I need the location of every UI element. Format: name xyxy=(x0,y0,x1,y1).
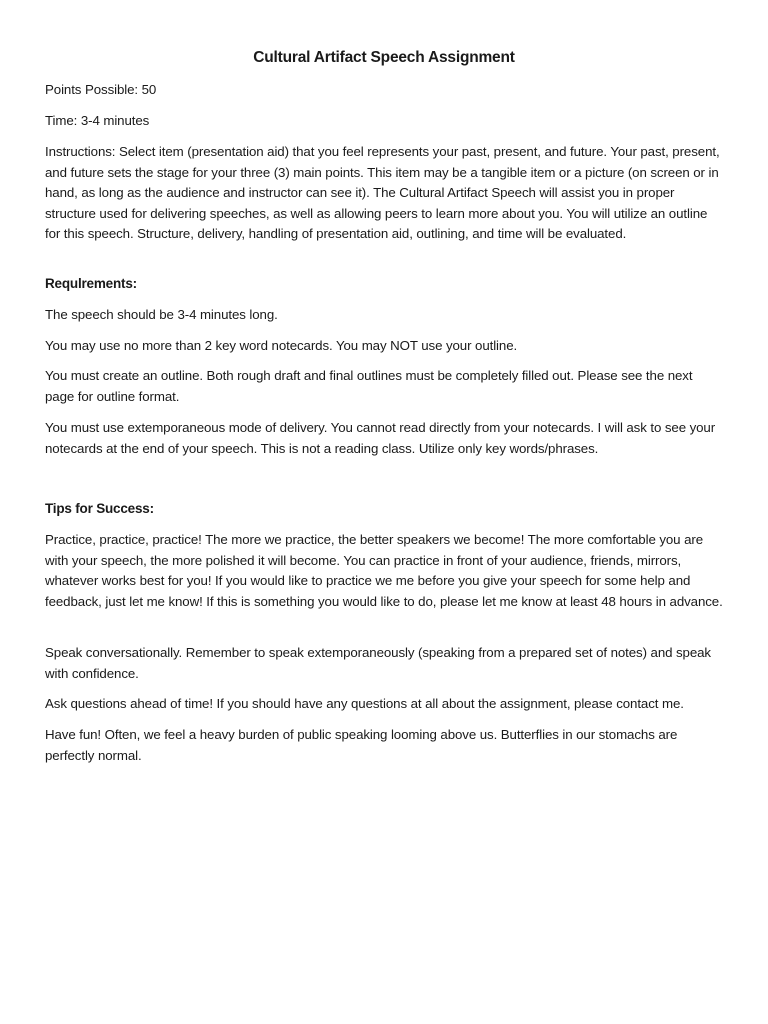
tip-item: Ask questions ahead of time! If you should have any questions at all about the assignment, please contact me. xyxy=(45,696,684,711)
tip-item: Have fun! Often, we feel a heavy burden of public speaking looming above us. Butterflies in our stomachs are perfectly normal. xyxy=(45,727,678,763)
document-title: Cultural Artifact Speech Assignment xyxy=(253,49,515,66)
requirements-heading: Requlrements: xyxy=(45,276,137,291)
instructions-paragraph: Instructions: Select item (presentation aid) that you feel represents your past, present, and future. Your past, present, and future sets the stage for your three (3) main points. This item may be a tangible item or a picture (on screen or in hand, as long as the audience and instructor can see it). The Cultural Artifact Speech will assist you in proper structure used for delivering speeches, as well as allowing peers to learn more about you. You will utilize an outline for this speech. Structure, delivery, handling of presentation aid, outlining, and time will be evaluated. xyxy=(45,144,720,241)
requirement-item: You must use extemporaneous mode of delivery. You cannot read directly from your notecards. I will ask to see your notecards at the end of your speech. This is not a reading class. Utilize only key words/phrases. xyxy=(45,420,716,456)
requirement-item: You must create an outline. Both rough draft and final outlines must be completely filled out. Please see the next page for outline format. xyxy=(45,368,693,404)
requirement-item: You may use no more than 2 key word notecards. You may NOT use your outline. xyxy=(45,338,518,353)
tip-item: Speak conversationally. Remember to speak extemporaneously (speaking from a prepared set of notes) and speak with confidence. xyxy=(45,645,711,681)
tip-item: Practice, practice, practice! The more we practice, the better speakers we become! The more comfortable you are with your speech, the more polished it will become. You can practice in front of your audience, friends, mirrors, whatever works best for you! If you would like to practice we me before you give your speech for some help and feedback, just let me know! If this is something you would like to do, please let me know at least 48 hours in advance. xyxy=(45,532,723,609)
requirement-item: The speech should be 3-4 minutes long. xyxy=(45,307,278,322)
tips-heading: Tips for Success: xyxy=(45,501,154,516)
time-limit: Time: 3-4 minutes xyxy=(45,113,150,128)
points-possible: Points Possible: 50 xyxy=(45,82,157,97)
